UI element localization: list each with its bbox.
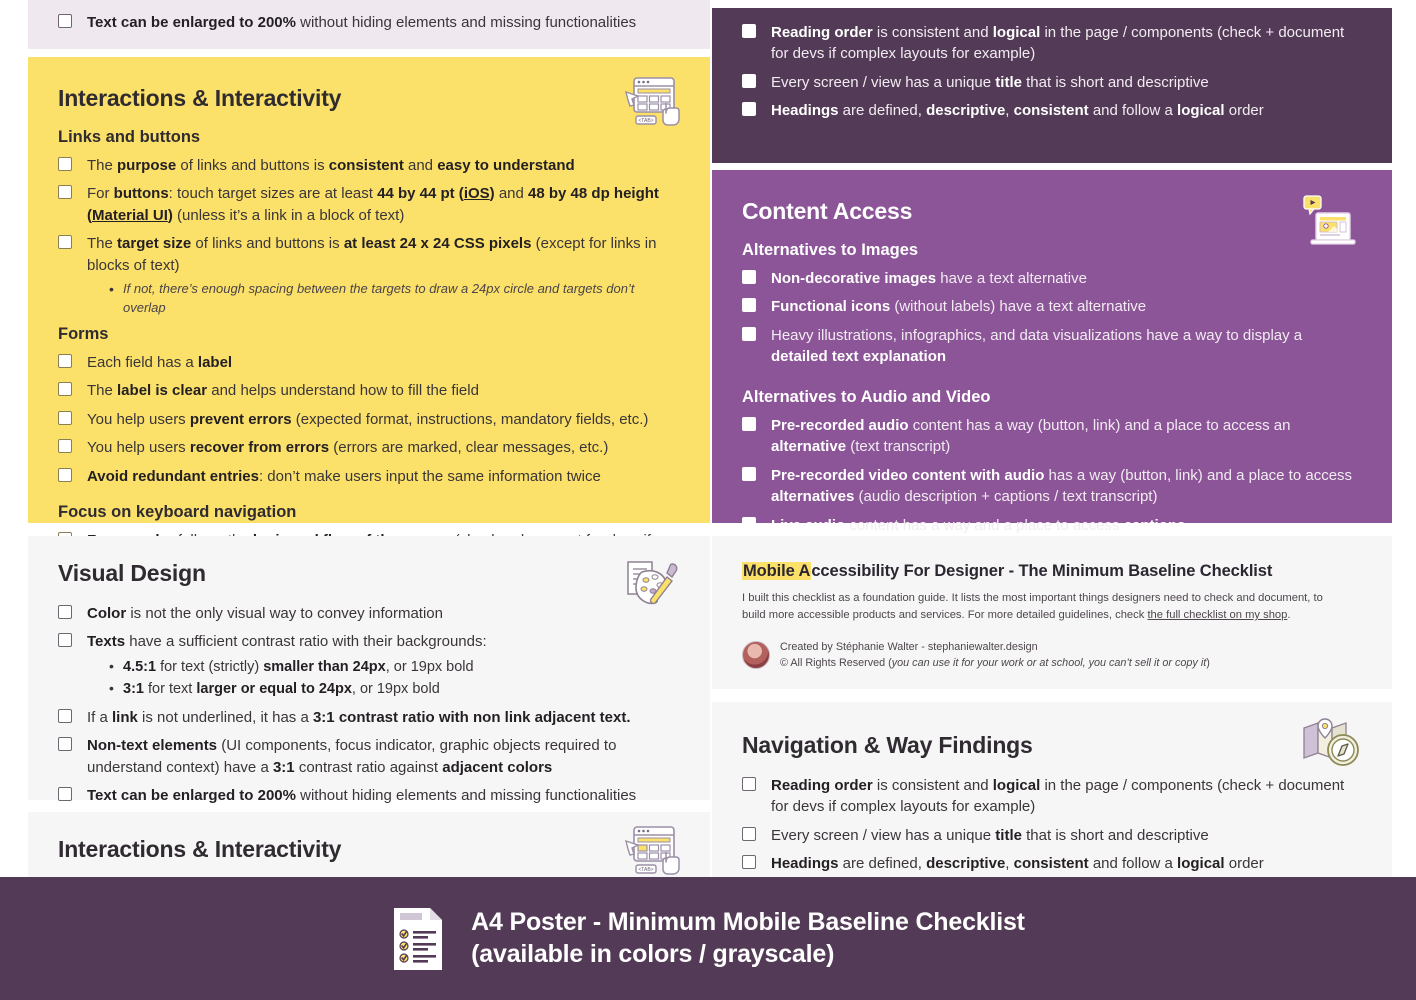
info-card-body: I built this checklist as a foundation guide. It lists the most important things designers need to check and document, to build more accessible products and services. For more detailed guidelines, check the full checklist on my shop. [742,592,1323,622]
check-item[interactable] [742,296,1362,317]
check-item[interactable] [58,380,680,401]
check-label: Every screen / view has a unique title that is short and descriptive [771,826,1209,844]
check-item[interactable] [742,775,1362,818]
navigation-wayfinding-card-top [712,8,1392,163]
bottom-banner [0,877,1416,1000]
check-item[interactable] [58,352,680,373]
checklist-links-buttons [58,155,680,318]
checkbox-icon[interactable] [742,74,756,88]
check-item[interactable] [742,465,1362,508]
laptop-media-icon [1300,192,1362,248]
check-label: If a link is not underlined, it has a 3:1 contrast ratio with non link adjacent text. [87,708,631,726]
checkbox-icon[interactable] [58,709,72,723]
checklist-document-icon [391,906,445,972]
section-title: Visual Design [58,560,206,586]
page-title: Interactions & Interactivity [58,85,342,111]
group-heading: Links and buttons [58,128,201,146]
checkbox-icon[interactable] [742,417,756,431]
info-card-title [742,562,1272,581]
check-label: Each field has a label [87,353,233,371]
check-label: Headings are defined, descriptive, consistent and follow a logical order [771,102,1264,120]
checkbox-icon[interactable] [58,382,72,396]
checkbox-icon[interactable] [58,411,72,425]
sub-bullet: • 3:1 for text larger or equal to 24px, or 19px bold [109,679,680,700]
check-label: Avoid redundant entries: don’t make users input the same information twice [87,467,601,485]
section-title: Content Access [742,198,913,224]
check-label: Headings are defined, descriptive, consistent and follow a logical order [771,855,1264,873]
info-title-rest: ccessibility For Designer - The Minimum Baseline Checklist [811,562,1273,580]
check-label: Non-text elements (UI components, focus indicator, graphic objects required to understand context) have a 3:1 contrast ratio against adjacent colors [87,737,617,776]
sub-bullets [109,280,680,318]
check-item[interactable] [58,12,680,33]
browser-cursor-tab-icon [622,824,684,880]
section-title: Navigation & Way Findings [742,732,1033,758]
checkbox-icon[interactable] [58,235,72,249]
browser-cursor-tab-icon [622,75,684,131]
banner-text [471,907,1025,970]
avatar [742,641,770,669]
check-label: Functional icons (without labels) have a text alternative [771,298,1147,316]
checkbox-icon[interactable] [58,439,72,453]
check-label: Pre-recorded audio content has a way (button, link) and a place to access an alternative (text transcript) [771,416,1291,456]
checklist-reading-order [742,22,1362,122]
interactions-interactivity-card-2 [28,812,710,877]
checkbox-icon[interactable] [742,327,756,341]
check-item[interactable] [742,72,1362,93]
check-label: Live audio content has a way and a place to access captions [771,516,1186,534]
check-label: Color is not the only visual way to convey information [87,605,443,622]
check-label: Every screen / view has a unique title that is short and descriptive [771,73,1209,91]
banner-line-1: A4 Poster - Minimum Mobile Baseline Checklist [471,908,1025,937]
check-item[interactable] [58,437,680,458]
sub-bullet: • 4.5:1 for text (strictly) smaller than 24px, or 19px bold [109,657,680,678]
group-heading: Forms [58,324,109,343]
checkbox-icon[interactable] [58,787,72,801]
check-item[interactable] [58,785,680,806]
info-title-highlight: Mobile A [743,562,811,580]
checklist [58,12,680,33]
checkbox-icon[interactable] [58,605,72,619]
content-access-card [712,170,1392,534]
credit-row [742,639,1362,671]
checkbox-icon[interactable] [742,855,756,869]
lavender-partial-card [28,0,710,49]
check-item[interactable] [58,183,680,226]
check-item[interactable] [58,603,680,624]
check-item[interactable] [58,735,680,778]
checkbox-icon[interactable] [742,270,756,284]
check-item[interactable] [742,515,1362,536]
checkbox-icon[interactable] [58,157,72,171]
checkbox-icon[interactable] [58,185,72,199]
check-item[interactable] [742,325,1362,368]
checkbox-icon[interactable] [58,737,72,751]
group-heading: Focus on keyboard navigation [58,503,297,522]
check-label: Non-decorative images have a text alternative [771,270,1087,287]
map-compass-icon [1300,716,1362,772]
check-label: The purpose of links and buttons is consistent and easy to understand [87,157,575,174]
checkbox-icon[interactable] [58,354,72,368]
check-label: Reading order is consistent and logical in the page / components (check + document for devs if complex layouts for example) [771,777,1345,816]
check-label: Heavy illustrations, infographics, and data visualizations have a way to display a detailed text explanation [771,326,1303,366]
check-item[interactable] [742,268,1362,289]
check-label: Text can be enlarged to 200% without hiding elements and missing functionalities [87,787,637,805]
checklist-navigation [742,775,1362,875]
check-label: You help users recover from errors (errors are marked, clear messages, etc.) [87,439,609,457]
checkbox-icon[interactable] [58,633,72,647]
banner-line-2: (available in colors / grayscale) [471,939,835,968]
interactions-interactivity-card [28,57,710,523]
check-item[interactable] [742,100,1362,121]
check-item[interactable] [742,415,1362,458]
checklist-visual-design [58,603,680,807]
check-label: Text can be enlarged to 200% without hiding elements and missing functionalities [87,14,637,31]
check-label: Pre-recorded video content with audio has a way (button, link) and a place to access alternatives (audio description + captions / text transcript) [771,466,1353,506]
navigation-wayfinding-card [712,702,1392,877]
credit-rights: © All Rights Reserved (you can use it for your work or at school, you can’t sell it or copy it) [780,656,1210,669]
checkbox-icon[interactable] [742,467,756,481]
checklist-audio-video-alternatives [742,415,1362,536]
svg-text:<TAB>: <TAB> [638,867,654,873]
check-item[interactable] [58,409,680,430]
svg-text:<TAB>: <TAB> [638,118,654,124]
group-heading: Alternatives to Audio and Video [742,387,991,406]
checklist-image-alternatives [742,268,1362,368]
check-label: The label is clear and helps understand how to fill the field [87,382,479,400]
checkbox-icon[interactable] [742,298,756,312]
check-item[interactable] [742,22,1362,65]
checklist-info-card [712,536,1392,689]
checkbox-icon[interactable] [58,14,72,28]
credit-lines [780,639,1210,671]
check-label: Reading order is consistent and logical in the page / components (check + document for devs if complex layouts for example) [771,24,1345,63]
check-label: The target size of links and buttons is at least 24 x 24 CSS pixels (except for links in blocks of text) [87,235,657,274]
checkbox-icon[interactable] [742,102,756,116]
checkbox-icon[interactable] [742,777,756,791]
credit-author: Created by Stéphanie Walter - stephaniewalter.design [780,640,1038,653]
check-label: For buttons: touch target sizes are at least 44 by 44 pt (iOS) and 48 by 48 dp height (Material UI) (unless it’s a link in a block of text) [87,185,659,224]
check-label: You help users prevent errors (expected format, instructions, mandatory fields, etc.) [87,410,649,428]
sub-bullet: • If not, there’s enough spacing between the targets to draw a 24px circle and targets don’t overlap [109,280,680,318]
check-item[interactable] [58,155,680,176]
group-heading: Alternatives to Images [742,241,919,259]
checkbox-icon[interactable] [742,827,756,841]
checkbox-icon[interactable] [58,468,72,482]
visual-design-card [28,536,710,805]
check-item[interactable] [58,233,680,318]
checkbox-icon[interactable] [742,517,756,531]
check-item[interactable] [58,631,680,699]
checklist-forms [58,352,680,487]
check-item[interactable] [58,707,680,728]
checkbox-icon[interactable] [742,24,756,38]
sub-bullets [109,657,680,700]
section-title: Interactions & Interactivity [58,836,342,862]
check-label: Texts have a sufficient contrast ratio with their backgrounds: [87,633,487,651]
check-item[interactable] [58,466,680,487]
check-item[interactable] [742,825,1362,846]
check-item[interactable] [742,853,1362,874]
